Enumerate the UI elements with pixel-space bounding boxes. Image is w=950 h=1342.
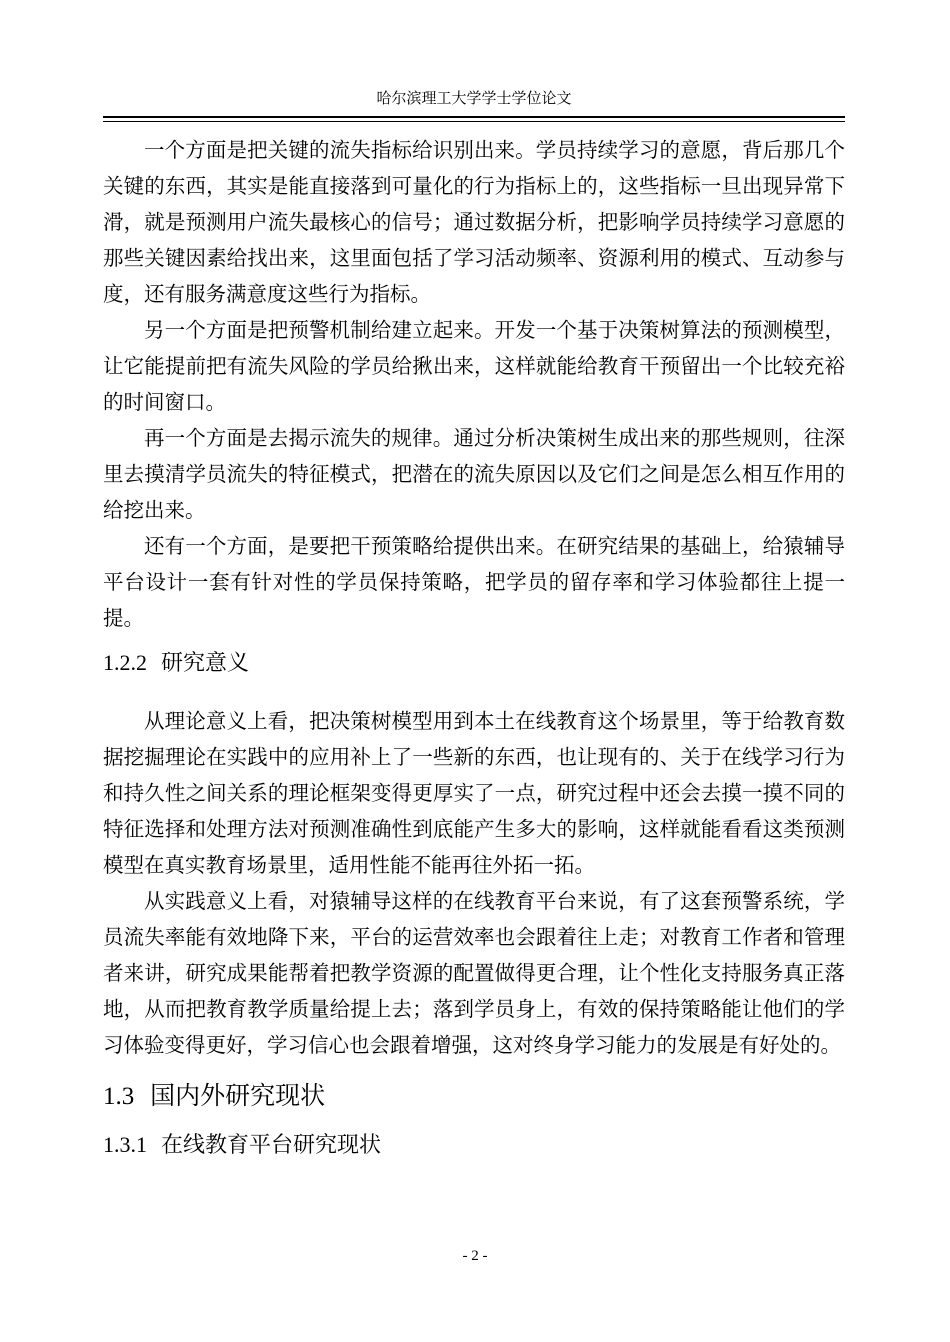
- paragraph-objective-3: 再一个方面是去揭示流失的规律。通过分析决策树生成出来的那些规则，往深里去摸清学员流失的特征模式，把潜在的流失原因以及它们之间是怎么相互作用的给挖出来。: [103, 426, 845, 522]
- section-number: 1.3.1: [103, 1132, 147, 1157]
- paragraph-theoretical-significance: 从理论意义上看，把决策树模型用到本土在线教育这个场景里，等于给教育数据挖掘理论在实践中的应用补上了一些新的东西，也让现有的、关于在线学习行为和持久性之间关系的理论框架变得更厚实了一点，研究过程中还会去摸一摸不同的特征选择和处理方法对预测准确性到底能产生多大的影响，这样就能看看这类预测模型在真实教育场景里，适用性能不能再往外拓一拓。: [103, 709, 845, 877]
- header-rule-thin: [103, 121, 845, 122]
- section-heading-1-2-2: [103, 648, 845, 679]
- paragraph-practical-significance: 从实践意义上看，对猿辅导这样的在线教育平台来说，有了这套预警系统，学员流失率能有效地降下来，平台的运营效率也会跟着往上走；对教育工作者和管理者来讲，研究成果能帮着把教学资源的配置做得更合理，让个性化支持服务真正落地，从而把教育教学质量给提上去；落到学员身上，有效的保持策略能让他们的学习体验变得更好，学习信心也会跟着增强，这对终身学习能力的发展是有好处的。: [103, 889, 845, 1057]
- section-title: 在线教育平台研究现状: [161, 1133, 382, 1158]
- page-body: [103, 132, 845, 1161]
- running-header: 哈尔滨理工大学学士学位论文: [376, 89, 572, 107]
- section-heading-1-3-1: [103, 1130, 845, 1161]
- section-number: 1.3: [103, 1083, 135, 1110]
- section-number: 1.2.2: [103, 650, 147, 675]
- paragraph-objective-4: 还有一个方面，是要把干预策略给提供出来。在研究结果的基础上，给猿辅导平台设计一套有针对性的学员保持策略，把学员的留存率和学习体验都往上提一提。: [103, 534, 845, 630]
- section-heading-1-3: [103, 1079, 845, 1114]
- paragraph-objective-1: 一个方面是把关键的流失指标给识别出来。学员持续学习的意愿，背后那几个关键的东西，其实是能直接落到可量化的行为指标上的，这些指标一旦出现异常下滑，就是预测用户流失最核心的信号；通过数据分析，把影响学员持续学习意愿的那些关键因素给找出来，这里面包括了学习活动频率、资源利用的模式、互动参与度，还有服务满意度这些行为指标。: [103, 138, 845, 306]
- section-title: 国内外研究现状: [150, 1081, 326, 1110]
- header-rule-thick: [103, 116, 845, 118]
- page-number: - 2 -: [462, 1248, 488, 1264]
- section-title: 研究意义: [161, 651, 250, 676]
- paragraph-objective-2: 另一个方面是把预警机制给建立起来。开发一个基于决策树算法的预测模型，让它能提前把有流失风险的学员给揪出来，这样就能给教育干预留出一个比较充裕的时间窗口。: [103, 318, 845, 414]
